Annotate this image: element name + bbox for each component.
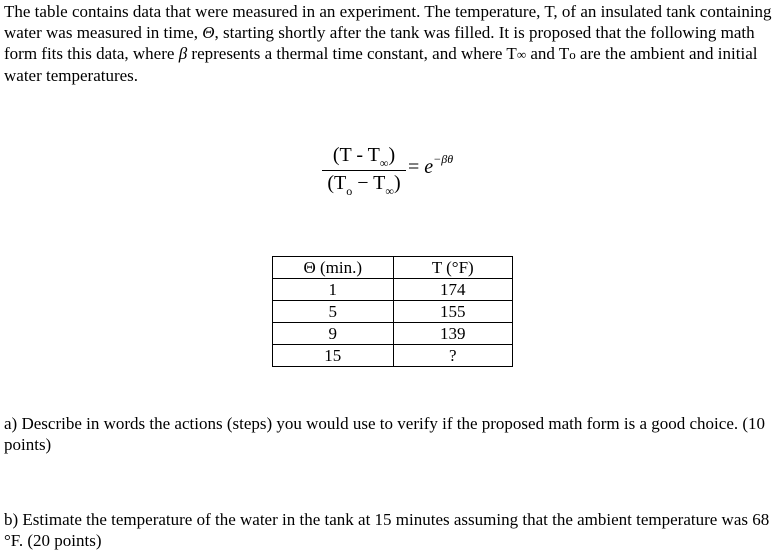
question-b: b) Estimate the temperature of the water in the tank at 15 minutes assuming that the ambient temperature was 68 °F. (20 points) bbox=[4, 510, 770, 550]
problem-intro bbox=[4, 1, 780, 86]
theta-symbol: Θ bbox=[202, 23, 215, 42]
equation-rhs: = $e^{-\beta\theta}$ bbox=[408, 152, 454, 178]
table-row bbox=[273, 279, 513, 301]
data-table bbox=[272, 256, 513, 367]
intro-text-3: represents a thermal time constant, and where T bbox=[187, 44, 517, 63]
cell-temp: 139 bbox=[393, 323, 512, 345]
cell-time: 9 bbox=[273, 323, 394, 345]
beta-symbol: β bbox=[178, 44, 188, 63]
o-subscript: o bbox=[569, 47, 576, 62]
infinity-subscript: ∞ bbox=[516, 47, 527, 62]
cell-time: 1 bbox=[273, 279, 394, 301]
intro-text-4: and T bbox=[526, 44, 570, 63]
cell-temp: 174 bbox=[393, 279, 512, 301]
cell-temp: ? bbox=[393, 345, 512, 367]
question-a: a) Describe in words the actions (steps) you would use to verify if the proposed math form is a good choice. (10 points) bbox=[4, 414, 766, 454]
cell-time: 15 bbox=[273, 345, 394, 367]
fraction-bar bbox=[322, 170, 406, 171]
equation-denominator: $(T_o - T_\infty)$ bbox=[327, 172, 401, 198]
intro-text-1: The table contains data that were measured in an experiment. The temperature, T, of an insulated tank containing water was measured in time, bbox=[4, 2, 772, 42]
intro-text-5: are the ambient and initial water temperatures. bbox=[4, 44, 758, 85]
table-row bbox=[273, 323, 513, 345]
cell-time: 5 bbox=[273, 301, 394, 323]
table-row bbox=[273, 301, 513, 323]
header-theta: Θ (min.) bbox=[273, 257, 394, 279]
table-row bbox=[273, 345, 513, 367]
cell-temp: 155 bbox=[393, 301, 512, 323]
table-header-row bbox=[273, 257, 513, 279]
header-temperature: T (°F) bbox=[393, 257, 512, 279]
equation bbox=[322, 140, 502, 215]
equation-numerator: $(T - T_\infty)$ bbox=[332, 144, 396, 170]
intro-text-2: , starting shortly after the tank was filled. It is proposed that the following math form fits this data, where bbox=[4, 23, 755, 63]
